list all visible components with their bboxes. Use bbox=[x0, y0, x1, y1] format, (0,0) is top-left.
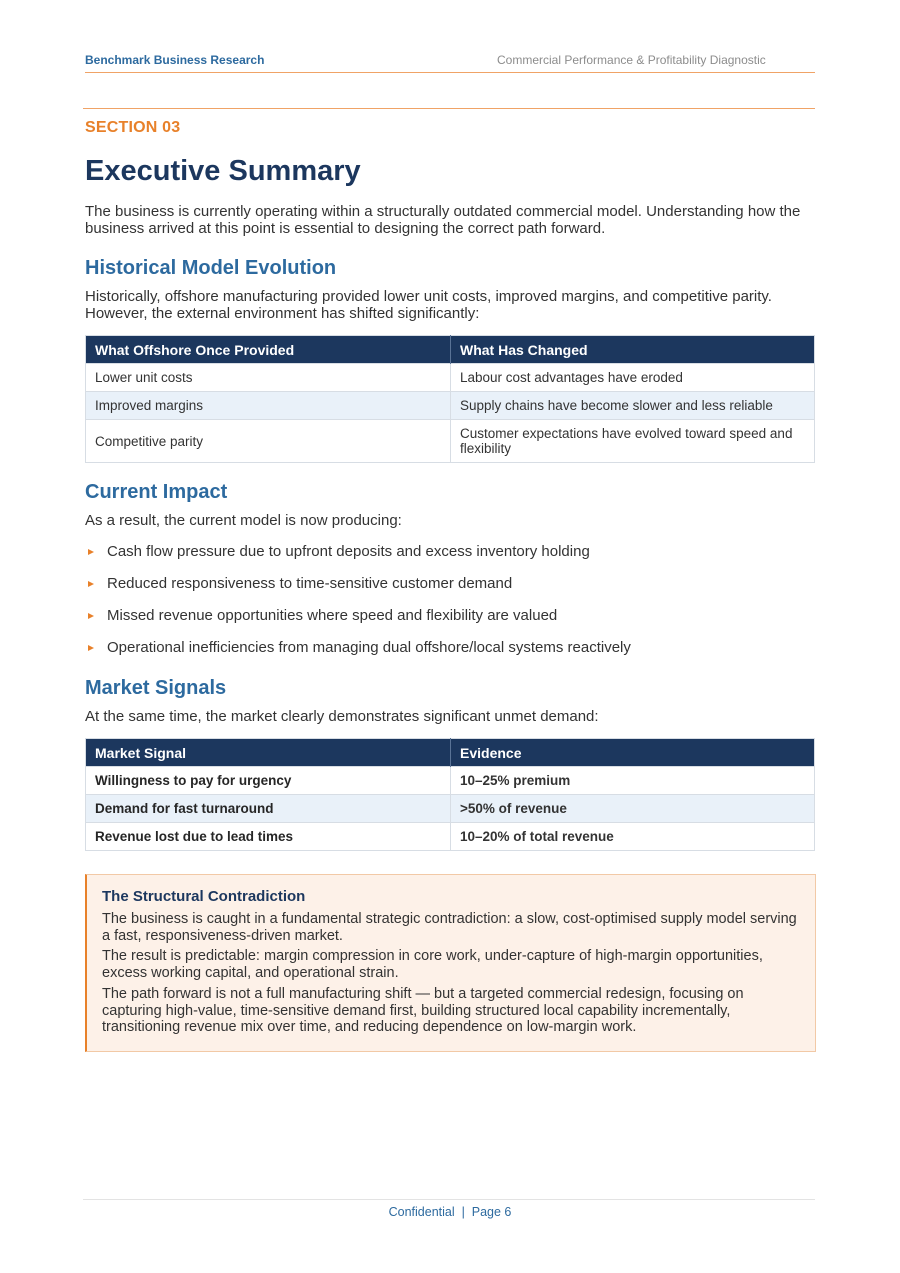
table-cell: Revenue lost due to lead times bbox=[86, 823, 451, 851]
running-header bbox=[85, 52, 815, 73]
page-title: Executive Summary bbox=[85, 155, 361, 187]
list-item bbox=[85, 540, 815, 572]
callout-paragraph: The path forward is not a full manufacturing shift — but a targeted commercial redesign, focusing on capturing high-value, time-sensitive demand first, building structured local capability incrementally, transitioning revenue mix over time, and reducing dependence on low-margin work. bbox=[102, 986, 744, 1035]
list-item-text: Operational inefficiencies from managing dual offshore/local systems reactively bbox=[107, 639, 631, 656]
report-page bbox=[85, 0, 815, 1273]
impact-bullet-list bbox=[85, 540, 815, 668]
table-row bbox=[86, 795, 815, 823]
table-row bbox=[86, 364, 815, 392]
list-item-text: Missed revenue opportunities where speed and flexibility are valued bbox=[107, 607, 558, 624]
evidence-value-negative: 10–20% of total revenue bbox=[451, 823, 815, 851]
table-cell: Competitive parity bbox=[86, 420, 451, 463]
list-item-text: Cash flow pressure due to upfront deposits and excess inventory holding bbox=[107, 543, 590, 560]
header-report-title: Commercial Performance & Profitability Diagnostic bbox=[497, 53, 766, 67]
header-org-name: Benchmark Business Research bbox=[85, 53, 265, 67]
list-item bbox=[85, 572, 815, 604]
market-signals-table bbox=[85, 738, 815, 851]
column-header: Market Signal bbox=[86, 739, 451, 767]
table-row bbox=[86, 420, 815, 463]
table-header-row bbox=[86, 336, 815, 364]
list-item bbox=[85, 604, 815, 636]
table-cell: Willingness to pay for urgency bbox=[86, 767, 451, 795]
bullet-arrow-icon bbox=[88, 581, 94, 587]
table-row bbox=[86, 392, 815, 420]
callout-paragraph: The business is caught in a fundamental strategic contradiction: a slow, cost-optimised supply model serving a fast, responsiveness-driven market. bbox=[102, 911, 797, 944]
bullet-arrow-icon bbox=[88, 613, 94, 619]
signals-heading: Market Signals bbox=[85, 677, 227, 699]
column-header: What Offshore Once Provided bbox=[86, 336, 451, 364]
structural-contradiction-callout bbox=[85, 874, 816, 1052]
historical-heading: Historical Model Evolution bbox=[85, 257, 337, 279]
column-header: Evidence bbox=[451, 739, 815, 767]
historical-table bbox=[85, 335, 815, 463]
callout-paragraph: The result is predictable: margin compression in core work, under-capture of high-margin opportunities, excess working capital, and operational strain. bbox=[102, 948, 763, 981]
evidence-value-positive: 10–25% premium bbox=[451, 767, 815, 795]
table-cell: Improved margins bbox=[86, 392, 451, 420]
list-item-text: Reduced responsiveness to time-sensitive customer demand bbox=[107, 575, 513, 592]
page-footer: Confidential | Page 6 bbox=[388, 1205, 512, 1219]
table-cell: Demand for fast turnaround bbox=[86, 795, 451, 823]
table-row bbox=[86, 823, 815, 851]
table-cell: Lower unit costs bbox=[86, 364, 451, 392]
impact-heading: Current Impact bbox=[85, 481, 228, 503]
section-label: SECTION 03 bbox=[85, 119, 181, 136]
callout-title: The Structural Contradiction bbox=[102, 888, 306, 905]
impact-paragraph: As a result, the current model is now producing: bbox=[85, 512, 402, 529]
table-header-row bbox=[86, 739, 815, 767]
bullet-arrow-icon bbox=[88, 645, 94, 651]
list-item bbox=[85, 636, 815, 668]
intro-paragraph: The business is currently operating within a structurally outdated commercial model. Understanding how the business arrived at this point is essential to designing the correct path forward. bbox=[85, 203, 801, 237]
table-row bbox=[86, 767, 815, 795]
footer-divider bbox=[83, 1199, 815, 1200]
bullet-arrow-icon bbox=[88, 549, 94, 555]
table-cell: Customer expectations have evolved toward speed and flexibility bbox=[451, 420, 815, 463]
evidence-value-positive: >50% of revenue bbox=[451, 795, 815, 823]
historical-paragraph: Historically, offshore manufacturing provided lower unit costs, improved margins, and competitive parity. However, the external environment has shifted significantly: bbox=[85, 288, 772, 322]
section-divider bbox=[83, 108, 815, 109]
column-header: What Has Changed bbox=[451, 336, 815, 364]
table-cell: Labour cost advantages have eroded bbox=[451, 364, 815, 392]
table-cell: Supply chains have become slower and less reliable bbox=[451, 392, 815, 420]
signals-paragraph: At the same time, the market clearly demonstrates significant unmet demand: bbox=[85, 708, 599, 725]
